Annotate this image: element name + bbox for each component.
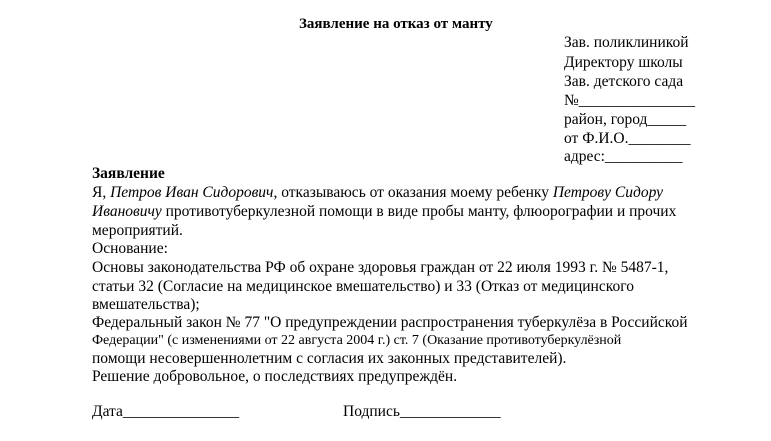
addressee-line: Зав. поликлиникой xyxy=(564,34,689,51)
addressee-line: от Ф.И.О.________ xyxy=(564,130,691,147)
addressee-line: район, город_____ xyxy=(564,111,687,128)
decision-line: Решение добровольное, о последствиях предупреждён. xyxy=(92,368,458,385)
basis-label: Основание: xyxy=(92,240,168,257)
body-line: Основы законодательства РФ об охране здоровья граждан от 22 июля 1993 г. № 5487-1, xyxy=(92,259,669,276)
body-line xyxy=(92,183,663,203)
child-name: Ивановичу xyxy=(92,203,162,220)
body-line: помощи несовершеннолетним с согласия их законных представителей). xyxy=(92,350,567,367)
addressee-line: Зав. детского сада xyxy=(564,73,684,90)
body-line: Федеральный закон № 77 "О предупреждении распространения туберкулёза в Российской xyxy=(92,314,688,331)
signature-field: Подпись_____________ xyxy=(343,403,501,420)
body-line: Федерации" (с изменениями от 22 августа 2004 г.) ст. 7 (Оказание противотуберкулёзной xyxy=(92,333,622,348)
addressee-line: адрес:__________ xyxy=(564,148,683,165)
child-name: Петрову Сидору xyxy=(552,184,663,201)
addressee-line: Директору школы xyxy=(564,54,683,71)
body-line xyxy=(92,202,676,222)
date-field: Дата_______________ xyxy=(92,403,240,420)
body-text: противотуберкулезной помощи в виде пробы манту, флюорографии и прочих xyxy=(161,203,677,220)
addressee-line: №_______________ xyxy=(564,92,696,109)
document-title: Заявление на отказ от манту xyxy=(299,16,493,32)
body-line: статьи 32 (Согласие на медицинское вмешательство) и 33 (Отказ от медицинского xyxy=(92,278,634,295)
statement-heading: Заявление xyxy=(92,165,165,182)
body-text: Я, xyxy=(92,184,111,201)
body-line: мероприятий. xyxy=(92,222,183,239)
body-text: , отказываюсь от оказания моему ребенку xyxy=(273,184,553,201)
body-line: вмешательства); xyxy=(92,296,200,313)
applicant-name: Петров Иван Сидорович xyxy=(110,184,274,201)
